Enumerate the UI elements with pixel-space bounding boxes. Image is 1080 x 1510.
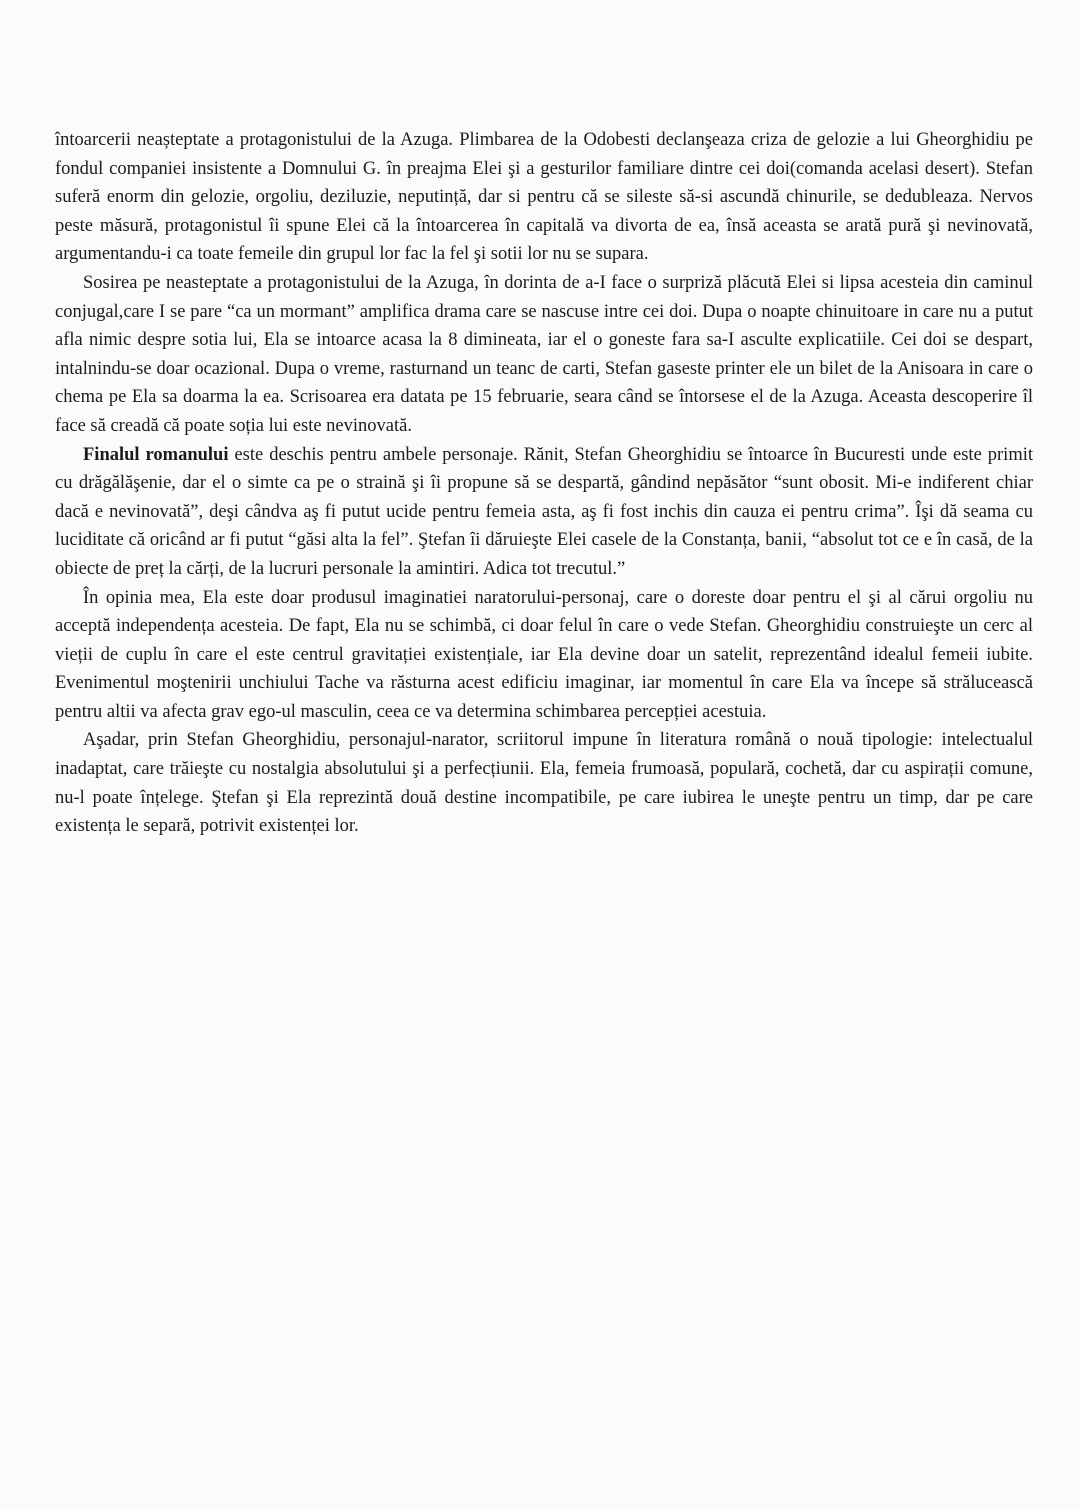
paragraph-return-from-azuga bbox=[55, 269, 1033, 441]
paragraph-text: Sosirea pe neasteptate a protagonistului de la Azuga, în dorinta de a-I face o surpriză plăcută Elei si lipsa acesteia din caminul conjugal,care I se pare “ca un mormant” amplifica drama care se nascuse intre cei doi. Dupa o noapte chinuitoare in care nu a putut afla nimic despre sotia lui, Ela se intoarce acasa la 8 dimineata, iar el o goneste fara sa-I asculte explicatiile. Cei doi se despart, intalnindu-se doar ocazional. Dupa o vreme, rasturnand un teanc de carti, Stefan gaseste printer ele un bilet de la Anisoara in care o chema pe Ela sa doarma la ea. Scrisoarea era datata pe 15 februarie, seara când se întorsese el de la Azuga. Aceasta descoperire îl face să creadă că poate soția lui este nevinovată. bbox=[55, 272, 1033, 436]
paragraph-novel-ending bbox=[55, 441, 1033, 584]
paragraph-text: În opinia mea, Ela este doar produsul imaginatiei naratorului-personaj, care o doreste doar pentru el şi al cărui orgoliu nu acceptă independența acesteia. De fapt, Ela nu se schimbă, ci doar felul în care o vede Stefan. Gheorghidiu construieşte un cerc al vieții de cuplu în care el este centrul gravitației existențiale, iar Ela devine doar un satelit, reprezentând idealul femeii iubite. Evenimentul moştenirii unchiului Tache va răsturna acest edificiu imaginar, iar momentul în care Ela va începe să strălucească pentru altii va afecta grav ego-ul masculin, ceea ce va determina schimbarea percepției acestuia. bbox=[55, 587, 1033, 722]
paragraph-text: Aşadar, prin Stefan Gheorghidiu, personajul-narator, scriitorul impune în literatura română o nouă tipologie: intelectualul inadaptat, care trăieşte cu nostalgia absolutului şi a perfecțiunii. Ela, femeia frumoasă, populară, cochetă, dar cu aspirații comune, nu-l poate înțelege. Ştefan şi Ela reprezintă două destine incompatibile, pe care iubirea le uneşte pentru un timp, dar pe care existența le separă, potrivit existenței lor. bbox=[55, 730, 1033, 837]
paragraph-bold-lead: Finalul romanului bbox=[83, 444, 229, 465]
paragraph-continuation bbox=[55, 126, 1033, 269]
document-body bbox=[55, 126, 1033, 841]
paragraph-text: este deschis pentru ambele personaje. Rănit, Stefan Gheorghidiu se întoarce în Bucuresti unde este primit cu drăgălăşenie, dar el o simte ca pe o straină şi îi propune să se despartă, gândind nepăsător “sunt obosit. Mi-e indiferent chiar dacă e nevinovată”, deşi cândva aş fi putut ucide pentru femeia asta, aş fi fost inchis din cauza ei pentru crima”. Îşi dă seama cu luciditate că oricând ar fi putut “găsi alta la fel”. Ştefan îi dăruieşte Elei casele de la Constanța, banii, “absolut tot ce e în casă, de la obiecte de preț la cărți, de la lucruri personale la amintiri. Adica tot trecutul.” bbox=[55, 444, 1033, 579]
paragraph-conclusion bbox=[55, 726, 1033, 840]
paragraph-opinion bbox=[55, 584, 1033, 727]
paragraph-text: întoarcerii neașteptate a protagonistului de la Azuga. Plimbarea de la Odobesti declanşeaza criza de gelozie a lui Gheorghidiu pe fondul companiei insistente a Domnului G. în preajma Elei şi a gesturilor familiare dintre cei doi(comanda acelasi desert). Stefan suferă enorm din gelozie, orgoliu, deziluzie, neputință, dar si pentru că se sileste să-si ascundă chinurile, se dedubleaza. Nervos peste măsură, protagonistul îi spune Elei că la întoarcerea în capitală va divorta de ea, însă aceasta se arată pură şi nevinovată, argumentandu-i ca toate femeile din grupul lor fac la fel şi sotii lor nu se supara. bbox=[55, 130, 1033, 265]
